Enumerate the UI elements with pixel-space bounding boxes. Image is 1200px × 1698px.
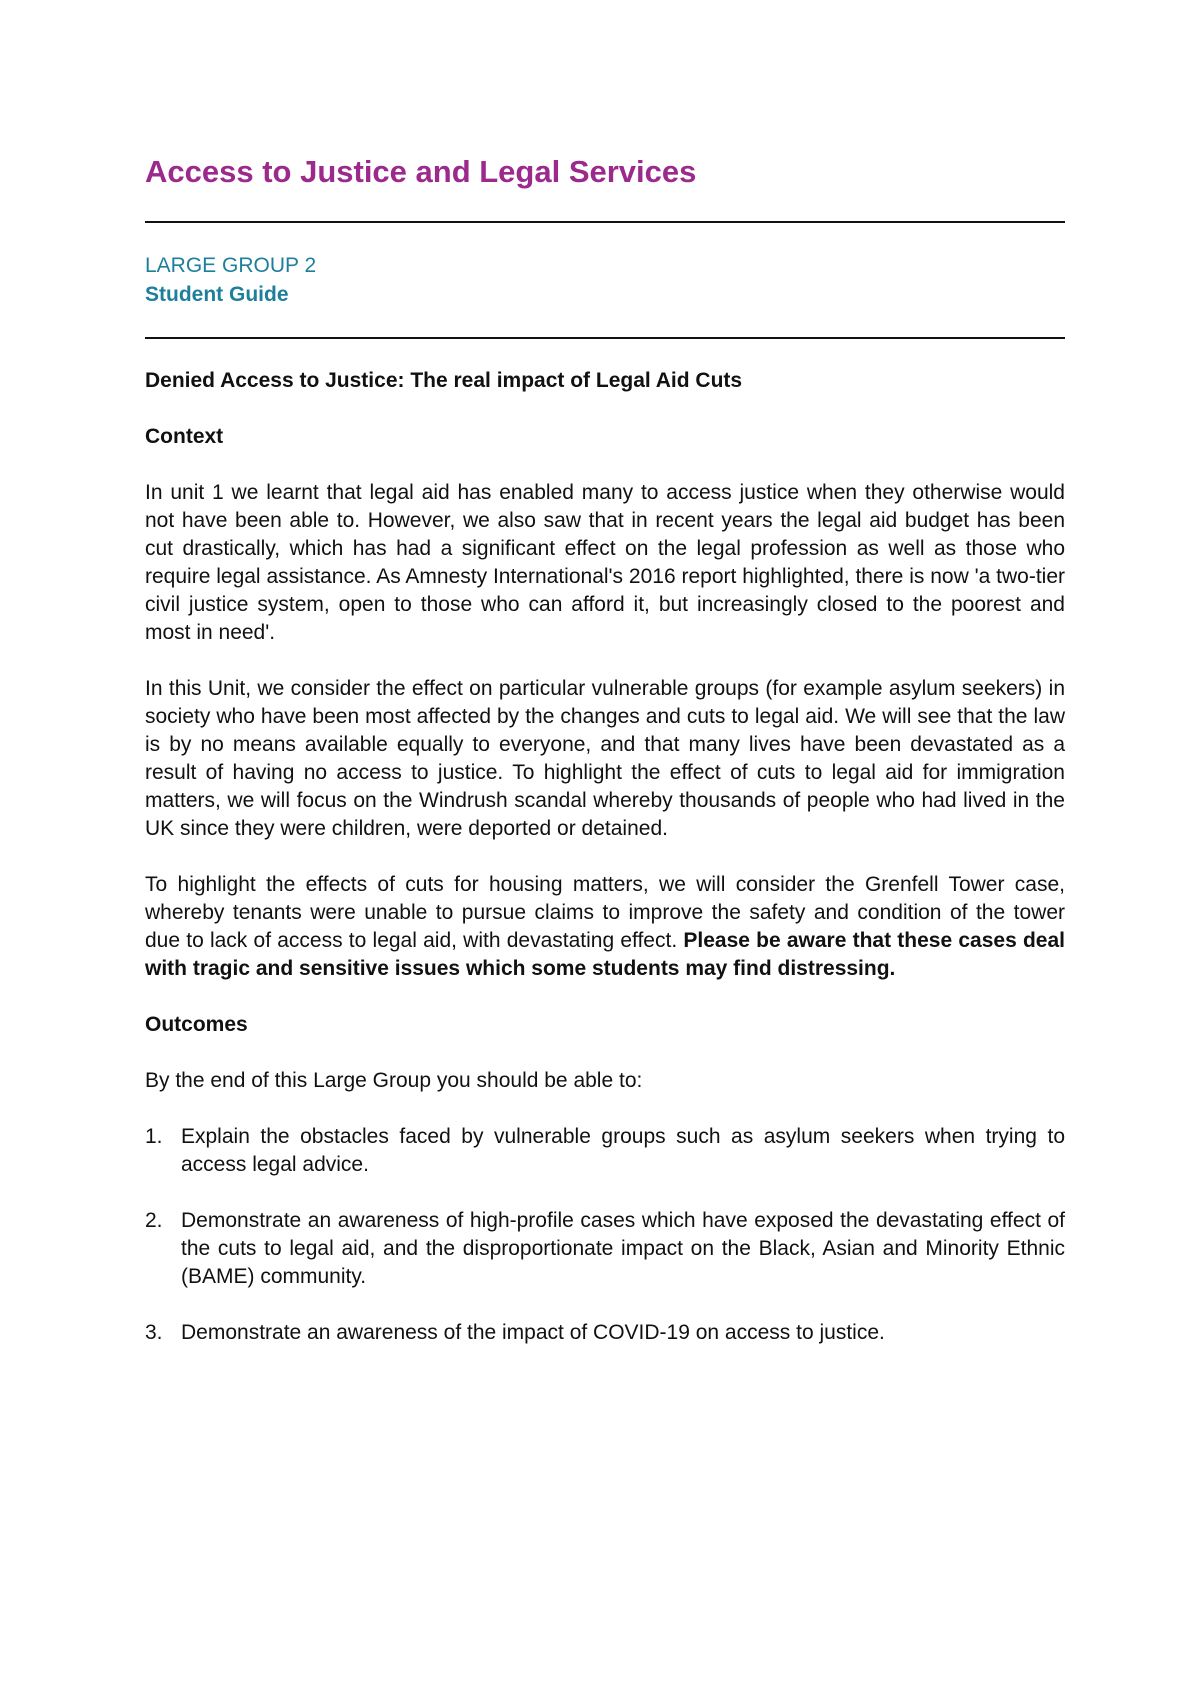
context-paragraph-2: In this Unit, we consider the effect on particular vulnerable groups (for example asylum seekers) in society who have been most affected by the changes and cuts to legal aid. We will see that the law is by no means available equally to everyone, and that many lives have been devastated as a result of having no access to justice. To highlight the effect of cuts to legal aid for immigration matters, we will focus on the Windrush scandal whereby thousands of people who had lived in the UK since they were children, were deported or detained. <box>145 677 1065 840</box>
document-title: Access to Justice and Legal Services <box>145 154 697 189</box>
bottom-divider <box>145 337 1065 339</box>
section-heading: Denied Access to Justice: The real impact of Legal Aid Cuts <box>145 369 743 392</box>
context-paragraph-3 <box>145 871 1065 983</box>
context-paragraph-1: In unit 1 we learnt that legal aid has enabled many to access justice when they otherwise would not have been able to. However, we also saw that in recent years the legal aid budget has been cut drastically, which has had a significant effect on the legal profession as well as those who require legal assistance. As Amnesty International's 2016 report highlighted, there is now 'a two-tier civil justice system, open to those who can afford it, but increasingly closed to the poorest and most in need'. <box>145 481 1065 644</box>
outcome-text: Explain the obstacles faced by vulnerable groups such as asylum seekers when trying to access legal advice. <box>181 1125 1065 1176</box>
outcome-number: 2. <box>145 1209 163 1232</box>
outcomes-heading: Outcomes <box>145 1013 248 1036</box>
context-paragraph-3-text: To highlight the effects of cuts for housing matters, we will consider the Grenfell Tower case, whereby tenants were unable to pursue claims to improve the safety and condition of the tower due to lack of access to legal aid, with devastating effect. <box>145 873 1065 952</box>
outcome-number: 3. <box>145 1321 163 1344</box>
outcome-item <box>145 1207 1065 1291</box>
distress-warning: Please be aware that these cases deal with tragic and sensitive issues which some students may find distressing. <box>145 929 1065 980</box>
outcomes-intro: By the end of this Large Group you should be able to: <box>145 1069 643 1092</box>
outcome-item <box>145 1123 1065 1179</box>
guide-label: Student Guide <box>145 283 289 306</box>
outcome-number: 1. <box>145 1125 163 1148</box>
outcome-item <box>145 1319 1065 1347</box>
document-body <box>145 367 1065 1375</box>
top-divider <box>145 221 1065 223</box>
outcomes-list <box>145 1123 1065 1347</box>
group-label: LARGE GROUP 2 <box>145 254 317 277</box>
outcome-text: Demonstrate an awareness of high-profile cases which have exposed the devastating effect of the cuts to legal aid, and the disproportionate impact on the Black, Asian and Minority Ethnic (BAME) community. <box>181 1209 1065 1288</box>
outcome-text: Demonstrate an awareness of the impact of COVID-19 on access to justice. <box>181 1321 885 1344</box>
context-heading: Context <box>145 425 224 448</box>
